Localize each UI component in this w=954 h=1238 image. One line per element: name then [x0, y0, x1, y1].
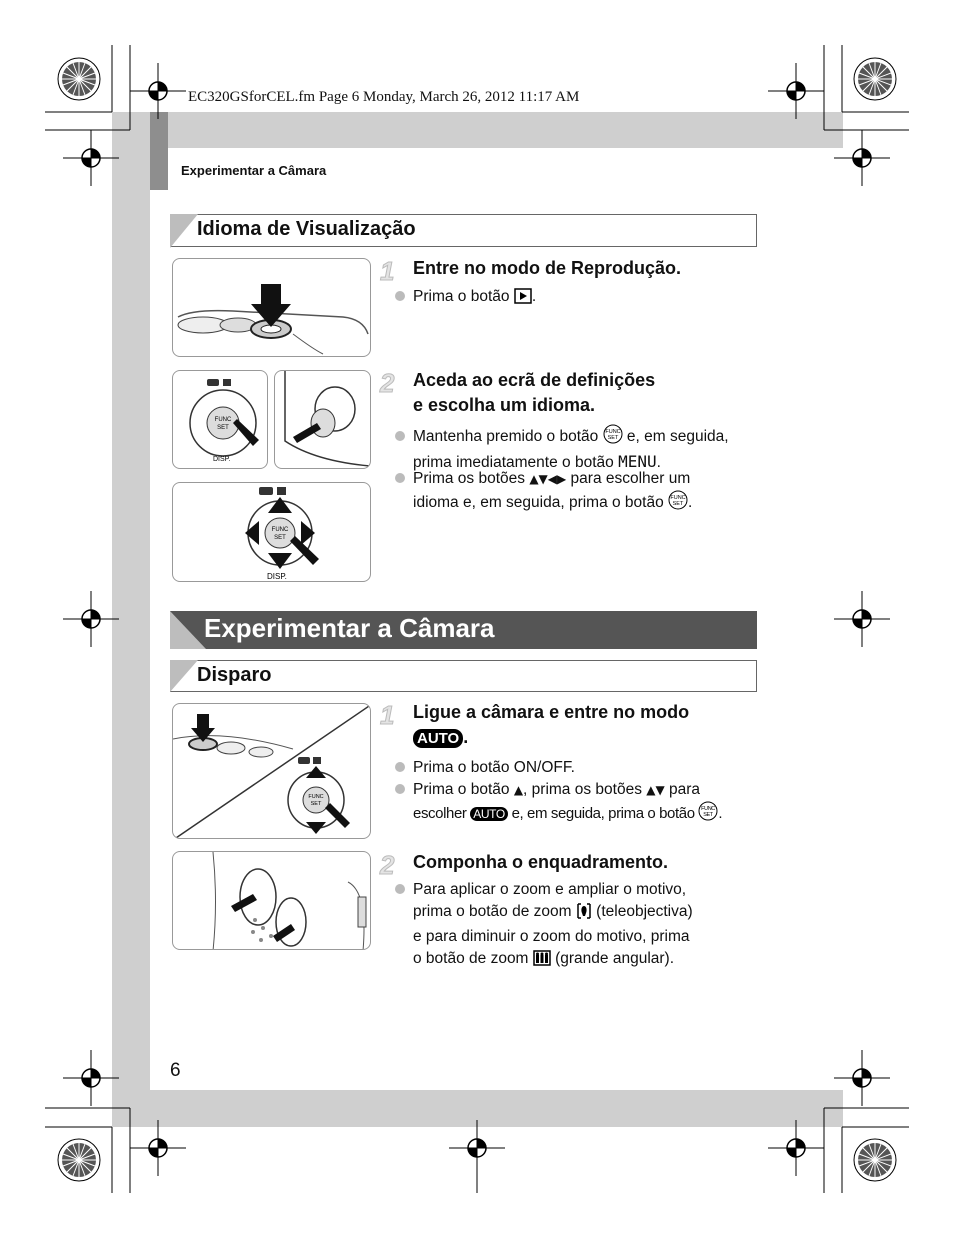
bullet-dot: [395, 473, 405, 483]
zoom-illustration: [172, 851, 371, 950]
section-title: Experimentar a Câmara: [204, 613, 495, 643]
section-title: Idioma de Visualização: [197, 218, 416, 240]
svg-text:FUNC: FUNC: [214, 417, 232, 423]
svg-text:FUNC: FUNC: [271, 527, 289, 533]
svg-text:DISP.: DISP.: [213, 456, 231, 463]
dial-arrows-drawing: [173, 483, 371, 582]
step-number: 2: [380, 850, 395, 880]
control-dial-illustration: [172, 370, 268, 469]
power-on-drawing: [173, 704, 371, 839]
svg-text:FUNC: FUNC: [701, 806, 716, 812]
arrow-keys-icon: ▲▼◀▶: [529, 472, 567, 486]
dial-arrows-illustration: [172, 482, 371, 582]
step-number: 2: [380, 368, 395, 398]
subsection-title: Disparo: [197, 664, 272, 686]
wide-angle-icon: [533, 950, 551, 973]
auto-mode-icon: AUTO: [413, 729, 463, 748]
bullet-item: Prima o botão ON/OFF.: [395, 757, 575, 779]
bullet-item: Para aplicar o zoom e ampliar o motivo, prima o botão de zoom (teleobjectiva) e para diminuir o zoom do motivo, prima o botão de zoom (grande angular).: [395, 879, 693, 973]
camera-side-drawing: [275, 371, 371, 469]
page-number: 6: [170, 1060, 181, 1081]
subsection-header-shooting: [170, 660, 757, 692]
step-title: Aceda ao ecrã de definições e escolha um idioma.: [413, 370, 656, 415]
camera-top-drawing: [173, 259, 371, 357]
step-number: 1: [380, 700, 395, 730]
svg-text:FUNC: FUNC: [308, 794, 324, 800]
section-header-try-camera: [170, 611, 757, 649]
step-number: 1: [380, 256, 395, 286]
bullet-dot: [395, 291, 405, 301]
svg-text:SET: SET: [310, 801, 322, 807]
section-notch: [170, 214, 198, 248]
bullet-item: Prima o botão ▲, prima os botões ▲▼ para escolher AUTO e, em seguida, prima o botão FUNC SET .: [395, 779, 722, 828]
auto-mode-icon: AUTO: [470, 807, 508, 821]
bullet-dot: [395, 431, 405, 441]
play-icon: [514, 288, 532, 311]
svg-text:SET: SET: [703, 812, 714, 818]
up-arrow-icon: ▲: [513, 783, 524, 797]
bullet-item: Prima os botões ▲▼◀▶ para escolher um idioma e, em seguida, prima o botão FUNC SET .: [395, 468, 692, 517]
zoom-drawing: [173, 852, 371, 950]
section-notch: [170, 660, 198, 692]
step-title: Componha o enquadramento.: [413, 852, 669, 872]
bullet-item: Prima o botão .: [395, 286, 536, 311]
svg-text:SET: SET: [217, 425, 229, 431]
func-set-icon: [698, 801, 718, 828]
bullet-dot: [395, 762, 405, 772]
step-title: Ligue a câmara e entre no modo AUTO .: [413, 702, 690, 747]
file-header: EC320GSforCEL.fm Page 6 Monday, March 26, 2012 11:17 AM: [188, 89, 580, 105]
svg-text:FUNC: FUNC: [604, 429, 621, 435]
section-header-language: [170, 214, 757, 247]
func-set-icon: [668, 490, 688, 517]
bullet-dot: [395, 884, 405, 894]
svg-text:SET: SET: [672, 501, 684, 507]
up-down-arrows-icon: ▲▼: [646, 783, 665, 797]
camera-top-illustration: [172, 258, 371, 357]
bullet-item: Mantenha premido o botão FUNC SET e, em seguida, prima imediatamente o botão MENU.: [395, 424, 729, 474]
func-set-icon: [603, 424, 623, 451]
camera-side-illustration: [274, 370, 371, 469]
menu-icon: MENU: [618, 452, 657, 471]
svg-text:SET: SET: [274, 535, 286, 541]
bullet-dot: [395, 784, 405, 794]
control-dial-drawing: [173, 371, 268, 469]
svg-text:SET: SET: [607, 435, 618, 441]
svg-text:FUNC: FUNC: [670, 495, 686, 501]
power-on-illustration: [172, 703, 371, 839]
svg-text:DISP.: DISP.: [267, 572, 287, 581]
step-title: Entre no modo de Reprodução.: [413, 258, 682, 278]
running-head: Experimentar a Câmara: [181, 163, 327, 178]
section-notch: [170, 611, 206, 649]
telephoto-icon: [576, 903, 592, 926]
